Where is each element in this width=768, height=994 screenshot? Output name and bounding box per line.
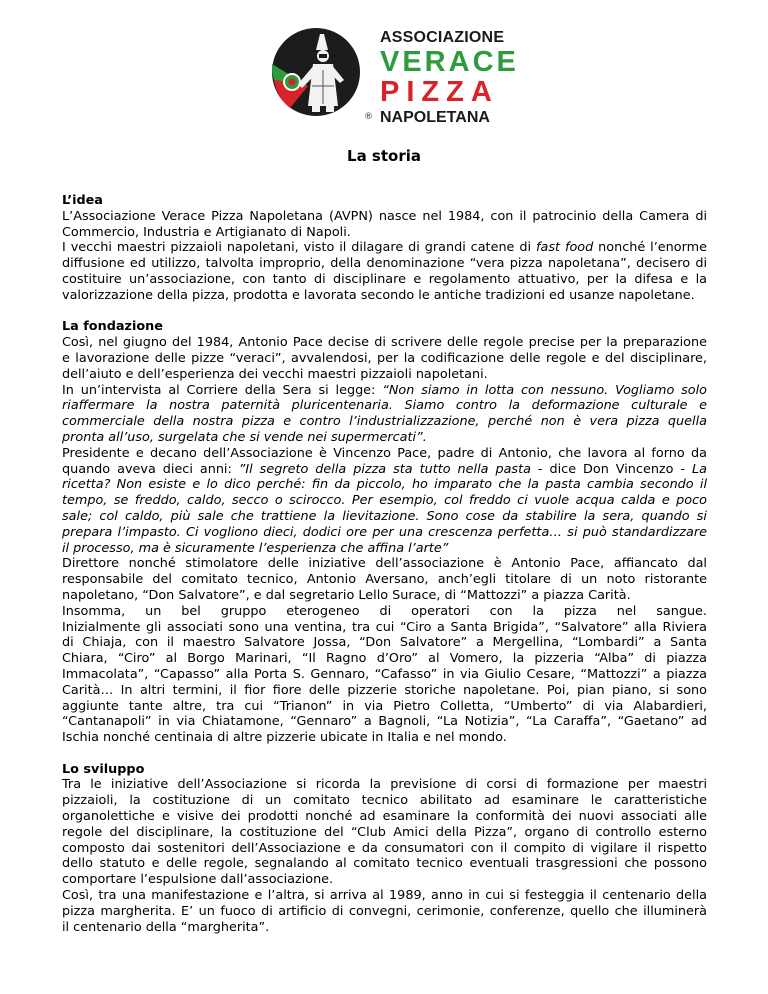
text-line: Insomma, un bel gruppo eterogeneo di operatori con la pizza nel sangue. bbox=[62, 603, 707, 619]
section-heading: Lo sviluppo bbox=[62, 761, 145, 777]
logo-line-napoletana: NAPOLETANA bbox=[380, 109, 490, 126]
text-line: I vecchi maestri pizzaioli napoletani, visto il dilagare di grandi catene di fast food nonché l’enorme bbox=[62, 240, 707, 256]
section-idea bbox=[62, 193, 707, 304]
text-line: “Cantanapoli” in via Chiatamone, “Gennaro” a Bagnoli, “La Notizia”, “La Caraffa”, “Gaetano” ad bbox=[62, 714, 707, 730]
text-line: il centenario della “margherita”. bbox=[62, 919, 270, 935]
document-body bbox=[62, 193, 707, 935]
text-line: In un’intervista al Corriere della Sera si legge: “Non siamo in lotta con nessuno. Vogliamo solo bbox=[62, 382, 708, 398]
text-line: pronta all’uso, surgelata che si vende nei supermercati”. bbox=[62, 429, 427, 445]
text-line: responsabile del comitato tecnico, Antonio Aversano, anch’egli titolare di un noto ristorante bbox=[62, 572, 707, 588]
text-line: dello statuto e delle regole, segnalando al comitato tecnico eventuali trasgressioni che possono bbox=[62, 856, 707, 872]
text-line: organolettiche e visive dei prodotti nonché ad esaminare la conformità dei nuovi associati alle bbox=[62, 809, 707, 825]
text-line: il processo, ma è sicuramente l’esperienza che affina l’arte” bbox=[62, 540, 449, 556]
text-line: pizza margherita. E’ un fuoco di artificio di convegni, cerimonie, conferenze, quello che illuminerà bbox=[62, 903, 707, 919]
text-line: Immacolata”, “Capasso” alla Porta S. Gennaro, “Cafasso” in via Giulio Cesare, “Mattozzi” a piazza bbox=[62, 666, 707, 682]
text-line: e lavorazione delle pizze “veraci”, avvalendosi, per la codificazione delle regole e del disciplinare, bbox=[62, 350, 707, 366]
text-line: regole del disciplinare, la costituzione del “Club Amici della Pizza”, organo di controllo esterno bbox=[62, 824, 707, 840]
section-heading: L’idea bbox=[62, 193, 103, 208]
text-line: Chiara, “Ciro” al Borgo Marinari, “Il Ragno d’Oro” al Vomero, la pizzeria “Alba” di piazza bbox=[62, 651, 707, 667]
text-line: tempo, se freddo, caldo, secco o scirocco. Per esempio, col freddo ci vuole acqua calda e poco bbox=[62, 493, 707, 509]
text-line: riaffermare la nostra paternità pluricentenaria. Siamo contro la deformazione culturale e bbox=[62, 398, 707, 414]
text-line: sale; col caldo, più sale che trattiene la lievitazione. Sono cose da stabilire la sera, quando si bbox=[62, 508, 707, 524]
pulcinella-emblem-icon bbox=[268, 24, 376, 126]
text-line: Carità… In altri termini, il fior fiore delle pizzerie storiche napoletane. Poi, pian piano, si sono bbox=[62, 682, 707, 698]
logo-line-verace: VERACE bbox=[380, 46, 519, 78]
text-line: composto dai sostenitori dell’Associazione e da consumatori con il compito di vigilare il rispetto bbox=[62, 840, 707, 856]
text-line: Presidente e decano dell’Associazione è Vincenzo Pace, padre di Antonio, che lavora al forno da bbox=[62, 445, 707, 461]
text-line: Commercio, Industria e Artigianato di Napoli. bbox=[62, 224, 351, 240]
registered-mark: ® bbox=[364, 112, 373, 122]
text-line: diffusione ed utilizzo, talvolta improprio, della denominazione “vera pizza napoletana”, decisero di bbox=[62, 256, 707, 272]
section-sviluppo bbox=[62, 762, 707, 936]
text-line: prepara l’impasto. Ci vogliono dieci, dodici ore per una crescenza perfetta… si può standardizzare bbox=[62, 524, 707, 540]
text-line: dell’aiuto e dell’esperienza dei vecchi maestri pizzaioli napoletani. bbox=[62, 366, 488, 382]
text-line: Così, nel giugno del 1984, Antonio Pace decise di scrivere delle regole precise per la preparazione bbox=[62, 335, 707, 351]
avpn-logo bbox=[268, 24, 519, 126]
page-title: La storia bbox=[347, 147, 421, 165]
logo-wordmark bbox=[380, 30, 519, 126]
text-line: napoletano, “Don Salvatore”, e dal segretario Lello Surace, di “Mattozzi” a piazza Carità. bbox=[62, 587, 631, 603]
text-line: costituire un’associazione, con tanto di disciplinare e regolamento attuativo, per la difesa e la bbox=[62, 271, 707, 287]
text-line: aggiunte tante altre, tra cui “Trianon” in via Pietro Colletta, “Umberto” di via Alabardieri, bbox=[62, 698, 707, 714]
text-line: pizzaioli, la costituzione di un comitato tecnico abilitato ad esaminare le caratteristiche bbox=[62, 793, 707, 809]
text-line: di Chiaja, con il maestro Salvatore Jossa, “Don Salvatore” a Mergellina, “Lombardi” a Santa bbox=[62, 635, 707, 651]
text-line: Tra le iniziative dell’Associazione si ricorda la previsione di corsi di formazione per maestri bbox=[62, 777, 707, 793]
text-line: comportare l’espulsione dall’associazione. bbox=[62, 872, 334, 888]
section-heading: La fondazione bbox=[62, 319, 163, 335]
logo-line-associazione: ASSOCIAZIONE bbox=[380, 29, 505, 46]
text-line: Inizialmente gli associati sono una ventina, tra cui “Ciro a Santa Brigida”, “Salvatore” alla Riviera bbox=[62, 619, 707, 635]
text-line: commerciale della nostra pizza e contro l’industrializzazione, perché non è vera pizza quella bbox=[62, 414, 707, 430]
text-line: Ischia nonché centinaia di altre pizzerie ubicate in Italia e nel mondo. bbox=[62, 730, 507, 746]
text-line: Così, tra una manifestazione e l’altra, si arriva al 1989, anno in cui si festeggia il centenario della bbox=[62, 888, 707, 904]
logo-line-pizza: PIZZA bbox=[380, 76, 499, 108]
text-line: valorizzazione della pizza, prodotta e lavorata secondo le antiche tradizioni ed usanze napoletane. bbox=[62, 287, 695, 303]
text-line: ricetta? Non esiste e lo dico perché: fin da piccolo, ho imparato che la pasta cambia secondo il bbox=[62, 477, 707, 493]
text-line: Direttore nonché stimolatore delle iniziative dell’associazione è Antonio Pace, affiancato dal bbox=[62, 556, 707, 572]
text-line: L’Associazione Verace Pizza Napoletana (AVPN) nasce nel 1984, con il patrocinio della Camera di bbox=[62, 208, 707, 224]
text-line: quando aveva dieci anni: ”Il segreto della pizza sta tutto nella pasta - dice Don Vincenzo - La bbox=[62, 461, 707, 477]
section-fondazione bbox=[62, 319, 707, 746]
